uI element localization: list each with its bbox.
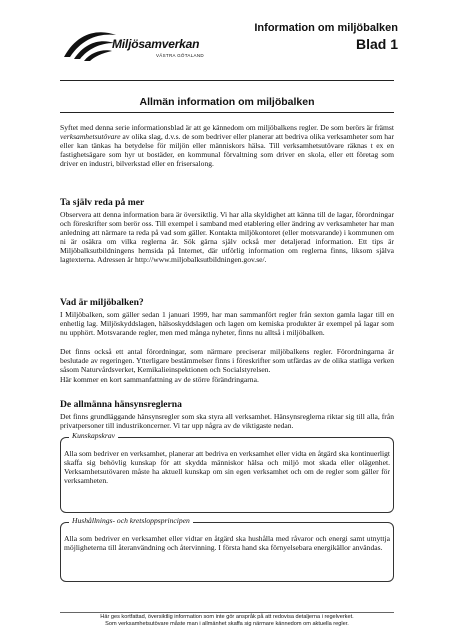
logo-wordmark: Miljösamverkan <box>112 37 200 51</box>
info-box-resource-management <box>60 516 394 582</box>
intro-text-end: av olika slag, d.v.s. de som bedriver eller planerar att bedriva olika verksamheter som har eller kan tänkas ha betydelse för miljön eller människors hälsa. Till verksamhetsutövare räknas t ex en fastighetsägare som hyr ut bostäder, en kommunal förvaltning som driver en skola, eller ett företag som driver en industri, bilverkstad eller en frisersalong. <box>60 132 394 169</box>
info-box-text: Alla som bedriver en verksamhet eller vidtar en åtgärd ska hushålla med råvaror och energi samt utnyttja möjligheterna till återanvändning och återvinning. I första hand ska förnyelsebara energikällor användas. <box>64 534 390 553</box>
intro-text-start: Syftet med denna serie informationsblad är att ge kännedom om miljöbalkens regler. De som berörs är främst <box>60 123 394 132</box>
logo-subtitle: VÄSTRA GÖTALAND <box>156 53 204 58</box>
sheet-number: Blad 1 <box>355 36 398 52</box>
footer-note <box>60 614 394 629</box>
logo-swoosh-icon <box>60 27 120 67</box>
info-box-knowledge <box>60 431 394 513</box>
intro-paragraph <box>60 123 394 168</box>
section-heading-learn-more: Ta själv reda på mer <box>60 197 145 208</box>
info-box-label: Kunskapskrav <box>69 431 118 440</box>
footer-line-2: Som verksamhetsutövare måste man i allmänhet skaffa sig närmare kännedom om aktuella regler. <box>105 621 349 628</box>
footer-line-1: Här ges kortfattad, översiktlig information som inte gör anspråk på att redovisa detaljerna i regelverket. <box>100 614 354 620</box>
section-heading-consideration-rules: De allmänna hänsynsreglerna <box>60 399 182 410</box>
info-box-label: Hushållnings- och kretsloppsprincipen <box>69 516 193 525</box>
logo <box>60 27 250 67</box>
section-text-what-is-1: I Miljöbalken, som gäller sedan 1 januari 1999, har man sammanfört regler från sexton gamla lagar till en enhetlig lag. Miljöskyddslagen, hälsoskyddslagen och lagen om kemiska produkter är exempel på lagar som nu upphört. Motsvarande regler, men med många nyheter, finns nu alltså i miljöbalken. <box>60 310 394 338</box>
info-box-text: Alla som bedriver en verksamhet, planerar att bedriva en verksamhet eller vidta en åtgärd ska kontinuerligt skaffa sig behövlig kunskap för att skydda människor hälsa och miljö mot skada eller olägenhet. Verksamhetsutövaren måste ha aktuell kunskap om sin egen verksamhet och om de regler som gäller för verksamheten. <box>64 449 390 486</box>
section-text-what-is-3: Här kommer en kort sammanfattning av de större förändringarna. <box>60 375 259 384</box>
intro-emphasis: verksamhetsutövare <box>60 132 121 142</box>
page-title: Allmän information om miljöbalken <box>139 96 315 108</box>
title-divider <box>60 112 394 113</box>
section-heading-what-is: Vad är miljöbalken? <box>60 297 144 308</box>
header-divider <box>60 80 394 81</box>
section-text-what-is-2: Det finns också ett antal förordningar, som närmare preciserar miljöbalkens regler. Förordningarna är beslutade av regeringen. Ytterligare bestämmelser finns i föreskrifter som utfärdas av de olika statliga verken såsom Naturvårdsverket, Kemikalieinspektionen och Socialstyrelsen. <box>60 347 394 375</box>
section-text-learn-more: Observera att denna information bara är översiktlig. Vi har alla skyldighet att känna till de lagar, förordningar och föreskrifter som berör oss. Till exempel i samband med etablering eller ändring av verksamheter har man anledning att närmare ta reda på vad som gäller. Kontakta miljökontoret (eller motsvarande) i kommunen om ni är osäkra om vilka reglerna är. Sök gärna själv också mer detaljerad information. Ett tips är Miljöbalksutbildningens hemsida på Internet, där utförlig information om reglerna finns, liksom själva lagtexterna. Adressen är http://www.miljobalksutbildningen.gov.se/. <box>60 210 394 265</box>
section-text-consideration-rules: Det finns grundläggande hänsynsregler som ska styra all verksamhet. Hänsynsreglerna riktar sig till alla, från privatpersoner till industrikoncerner. Vi tar upp några av de viktigaste nedan. <box>60 412 394 431</box>
footer-divider <box>60 612 394 613</box>
document-series-title: Information om miljöbalken <box>254 22 398 34</box>
